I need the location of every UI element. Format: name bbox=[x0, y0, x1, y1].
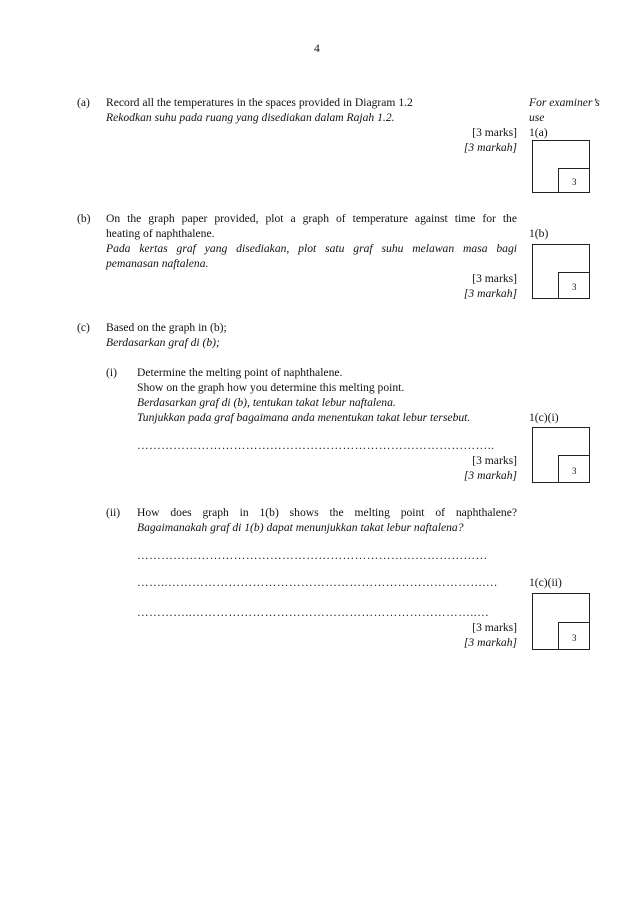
part-c-i-label: (i) bbox=[106, 366, 117, 379]
part-b-mark-box bbox=[532, 244, 590, 299]
part-a-marks-ms: [3 markah] bbox=[463, 141, 517, 154]
part-c-ii-marks-en: [3 marks] bbox=[472, 621, 517, 634]
part-c-i-answer-line[interactable]: …………………………………………………………………………….. bbox=[137, 439, 495, 452]
part-b-max-marks: 3 bbox=[572, 282, 577, 292]
part-c-ii-marks-ms: [3 markah] bbox=[463, 636, 517, 649]
part-a-question-ms: Rekodkan suhu pada ruang yang disediakan dalam Rajah 1.2. bbox=[106, 111, 395, 124]
part-a-box-label: 1(a) bbox=[529, 126, 548, 139]
part-c-label: (c) bbox=[77, 321, 90, 334]
part-c-intro-en: Based on the graph in (b); bbox=[106, 321, 227, 334]
part-a-max-marks: 3 bbox=[572, 177, 577, 187]
part-b-question-en-2: heating of naphthalene. bbox=[106, 227, 215, 240]
part-c-ii-max-marks: 3 bbox=[572, 633, 577, 643]
part-a-mark-box bbox=[532, 140, 590, 193]
part-c-i-marks-ms: [3 markah] bbox=[463, 469, 517, 482]
part-c-i-question-en-2: Show on the graph how you determine this melting point. bbox=[137, 381, 405, 394]
part-b-marks-en: [3 marks] bbox=[472, 272, 517, 285]
part-c-ii-mark-subbox bbox=[558, 622, 590, 650]
part-a-marks-en: [3 marks] bbox=[472, 126, 517, 139]
part-c-i-question-ms-2: Tunjukkan pada graf bagaimana anda menentukan takat lebur tersebut. bbox=[137, 411, 471, 424]
part-b-mark-subbox bbox=[558, 272, 590, 299]
part-c-i-max-marks: 3 bbox=[572, 466, 577, 476]
part-c-i-mark-box bbox=[532, 427, 590, 483]
part-b-label: (b) bbox=[77, 212, 91, 225]
part-c-ii-mark-box bbox=[532, 593, 590, 650]
part-b-box-label: 1(b) bbox=[529, 227, 549, 240]
part-c-ii-question-en: How does graph in 1(b) shows the melting point of naphthalene? bbox=[137, 506, 517, 519]
part-b-question-ms-2: pemanasan naftalena. bbox=[106, 257, 209, 270]
part-c-intro-ms: Berdasarkan graf di (b); bbox=[106, 336, 220, 349]
part-c-ii-answer-line-2[interactable]: ……..…………………………………………………………………….… bbox=[137, 576, 498, 589]
part-c-ii-box-label: 1(c)(ii) bbox=[529, 576, 562, 589]
examiner-use-line2: use bbox=[529, 111, 545, 124]
part-c-ii-label: (ii) bbox=[106, 506, 121, 519]
part-c-i-question-ms-1: Berdasarkan graf di (b), tentukan takat lebur naftalena. bbox=[137, 396, 396, 409]
part-b-marks-ms: [3 markah] bbox=[463, 287, 517, 300]
part-c-i-box-label: 1(c)(i) bbox=[529, 411, 559, 424]
part-a-mark-subbox bbox=[558, 168, 590, 193]
part-c-i-marks-en: [3 marks] bbox=[472, 454, 517, 467]
part-a-question-en: Record all the temperatures in the spaces provided in Diagram 1.2 bbox=[106, 96, 413, 109]
part-c-ii-answer-line-3[interactable]: …………..……………………………………………………………..… bbox=[137, 606, 490, 619]
part-b-question-ms-1: Pada kertas graf yang disediakan, plot satu graf suhu melawan masa bagi bbox=[106, 242, 517, 255]
part-c-i-question-en-1: Determine the melting point of naphthalene. bbox=[137, 366, 343, 379]
part-a-label: (a) bbox=[77, 96, 90, 109]
part-c-ii-question-ms: Bagaimanakah graf di 1(b) dapat menunjukkan takat lebur naftalena? bbox=[137, 521, 464, 534]
page-number: 4 bbox=[314, 42, 320, 55]
part-c-i-mark-subbox bbox=[558, 455, 590, 483]
part-c-ii-answer-line-1[interactable]: …………………………………………………………………………… bbox=[137, 549, 488, 562]
examiner-use-line1: For examiner’s bbox=[529, 96, 600, 109]
part-b-question-en-1: On the graph paper provided, plot a graph of temperature against time for the bbox=[106, 212, 517, 225]
